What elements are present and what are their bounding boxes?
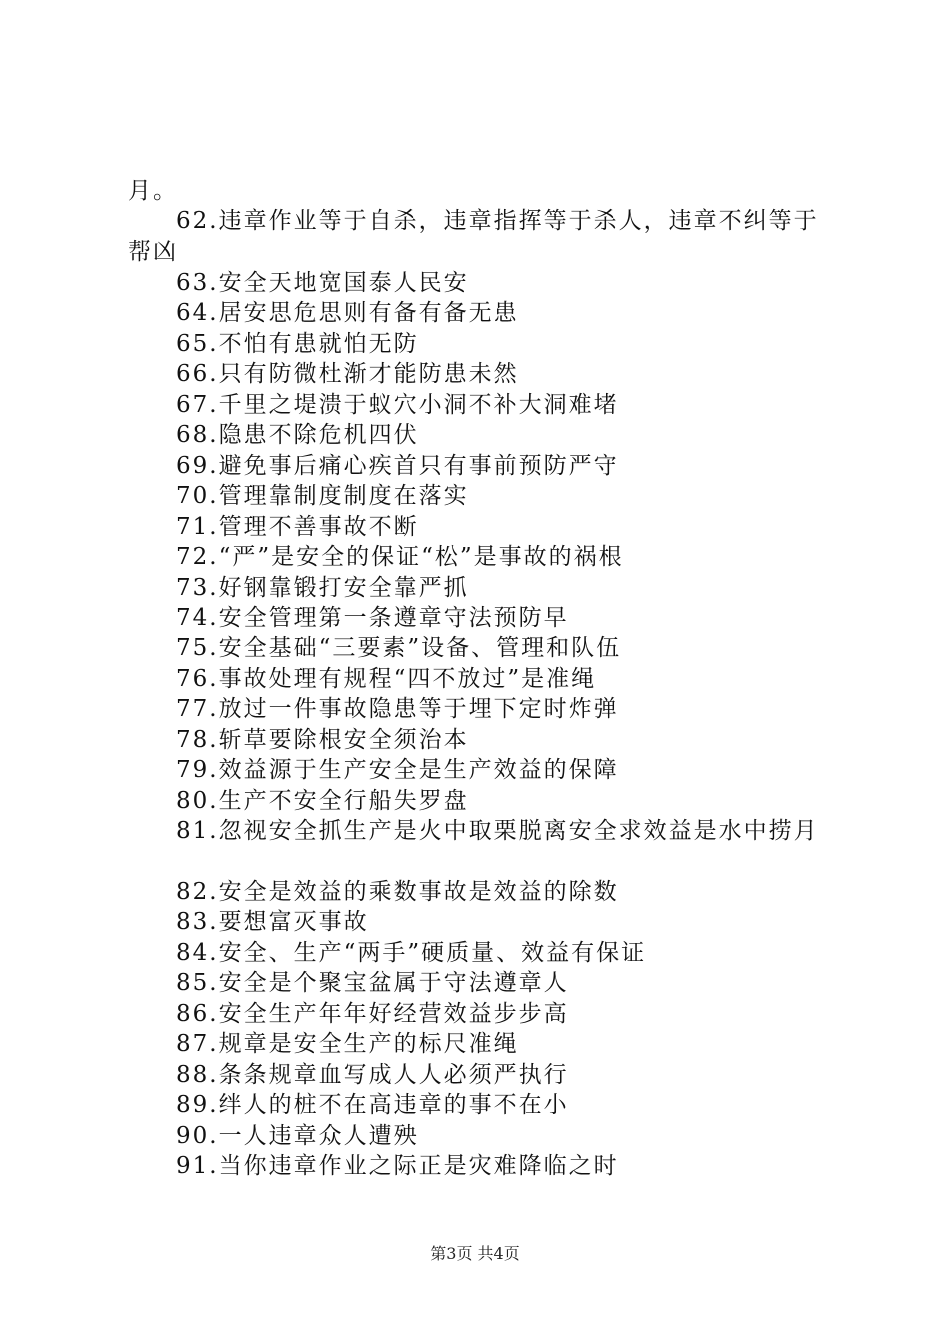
text-line: 63.安全天地宽国泰人民安 xyxy=(176,270,469,296)
text-line: 85.安全是个聚宝盆属于守法遵章人 xyxy=(176,970,569,996)
text-line: 79.效益源于生产安全是生产效益的保障 xyxy=(176,757,619,783)
text-line: 帮凶 xyxy=(128,239,178,265)
text-line: 月。 xyxy=(128,178,178,204)
text-line: 84.安全、生产“两手”硬质量、效益有保证 xyxy=(176,940,647,966)
text-line: 66.只有防微杜渐才能防患未然 xyxy=(176,361,519,387)
text-line: 77.放过一件事故隐患等于埋下定时炸弹 xyxy=(176,696,619,722)
text-line: 81.忽视安全抓生产是火中取栗脱离安全求效益是水中捞月 xyxy=(176,818,819,844)
text-line: 68.隐患不除危机四伏 xyxy=(176,422,419,448)
text-line: 67.千里之堤溃于蚁穴小洞不补大洞难堵 xyxy=(176,392,619,418)
text-line: 73.好钢靠锻打安全靠严抓 xyxy=(176,575,469,601)
text-line: 75.安全基础“三要素”设备、管理和队伍 xyxy=(176,635,622,661)
text-line: 87.规章是安全生产的标尺准绳 xyxy=(176,1031,519,1057)
page-footer: 第3页 共4页 xyxy=(430,1244,520,1263)
text-line: 88.条条规章血写成人人必须严执行 xyxy=(176,1062,569,1088)
text-line: 82.安全是效益的乘数事故是效益的除数 xyxy=(176,879,619,905)
text-line: 91.当你违章作业之际正是灾难降临之时 xyxy=(176,1153,619,1179)
text-line: 89.绊人的桩不在高违章的事不在小 xyxy=(176,1092,569,1118)
text-line: 70.管理靠制度制度在落实 xyxy=(176,483,469,509)
text-line: 90.一人违章众人遭殃 xyxy=(176,1123,419,1149)
text-line: 69.避免事后痛心疾首只有事前预防严守 xyxy=(176,453,619,479)
text-line: 62.违章作业等于自杀，违章指挥等于杀人，违章不纠等于 xyxy=(176,208,819,234)
text-line: 65.不怕有患就怕无防 xyxy=(176,331,419,357)
text-line: 74.安全管理第一条遵章守法预防早 xyxy=(176,605,569,631)
text-line: 76.事故处理有规程“四不放过”是准绳 xyxy=(176,666,597,692)
text-line: 78.斩草要除根安全须治本 xyxy=(176,727,469,753)
text-line: 64.居安思危思则有备有备无患 xyxy=(176,300,519,326)
text-line: 72.“严”是安全的保证“松”是事故的祸根 xyxy=(176,544,624,570)
text-line: 71.管理不善事故不断 xyxy=(176,514,419,540)
text-line: 83.要想富灭事故 xyxy=(176,909,369,935)
text-line: 80.生产不安全行船失罗盘 xyxy=(176,788,469,814)
text-line: 86.安全生产年年好经营效益步步高 xyxy=(176,1001,569,1027)
